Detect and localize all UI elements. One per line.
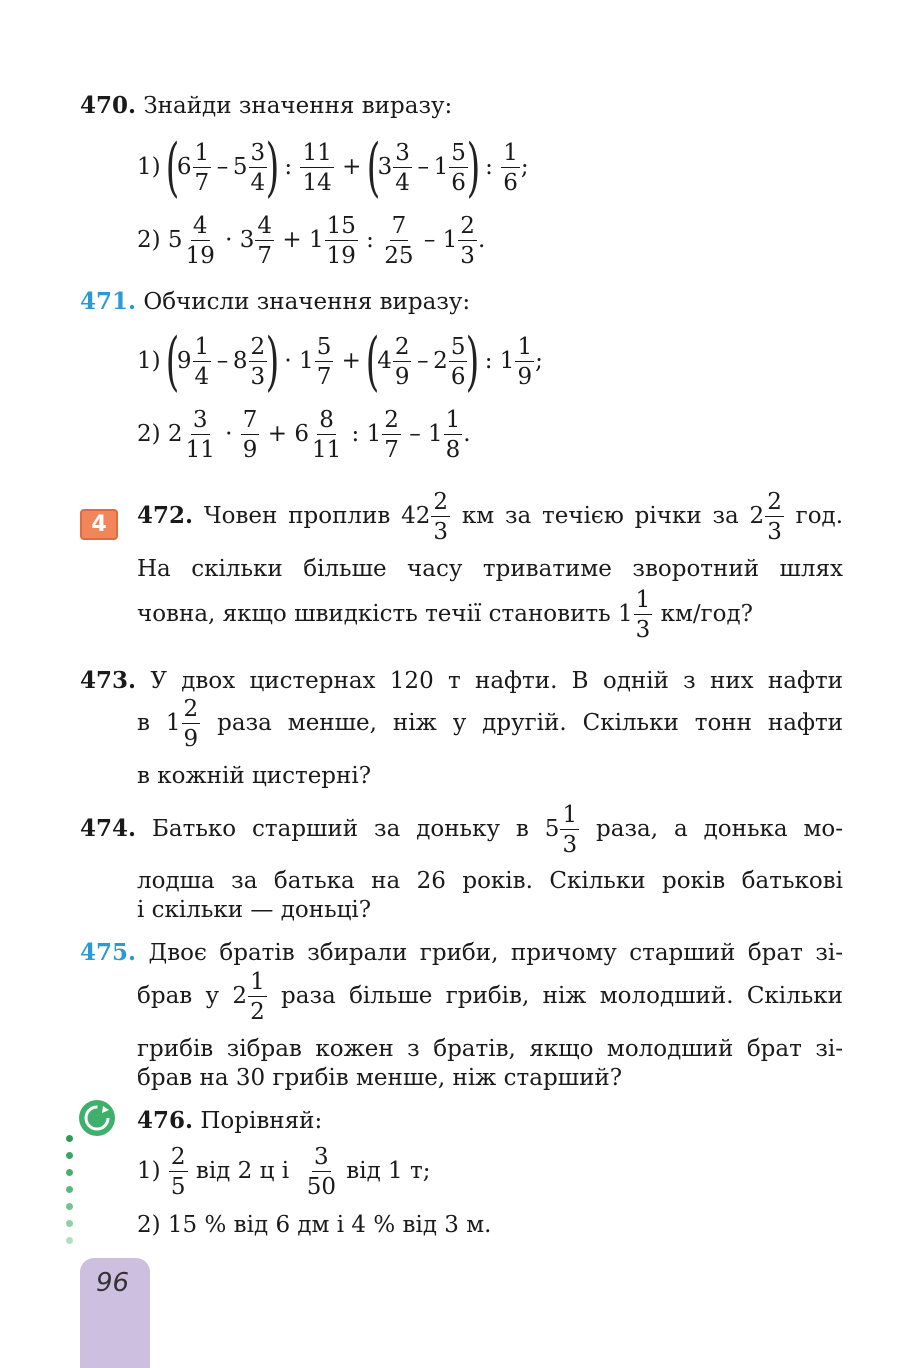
- exercise-471-heading: [80, 288, 470, 315]
- decor-dot: [66, 1152, 73, 1159]
- exercise-475-line2: брав у 2 $\frac{1}{2}$ раза більше грибів, ніж молодший. Скільки: [137, 969, 843, 1026]
- exercise-472-line3: човна, якщо швидкість течії становить 1 $\frac{1}{3}$ км/год?: [137, 587, 753, 644]
- exercise-475-line1: 475. Двоє братів збирали гриби, причому старший брат зі-: [80, 939, 843, 966]
- page-number: 96: [96, 1268, 130, 1298]
- expression-471-2: 2) 2 $\frac{3}{11}$ · $\frac{7}{9}$ + 6 $\frac{8}{11}$ : 1 $\frac{2}{7}$ – 1 $\frac{1}{8}$ .: [137, 407, 471, 464]
- exercise-473-line1: 473. У двох цистернах 120 т нафти. В одній з них нафти: [80, 667, 844, 694]
- decor-dot: [66, 1186, 73, 1193]
- exercise-text: Знайди значення виразу:: [143, 93, 453, 119]
- level-4-icon: 4: [80, 509, 118, 540]
- exercise-472-line2: На скільки більше часу триватиме зворотний шлях: [137, 556, 843, 582]
- exercise-475-line4: брав на 30 грибів менше, ніж старший?: [137, 1065, 623, 1091]
- exercise-476-heading: 476. Порівняй:: [137, 1107, 323, 1134]
- exercise-470-heading: [80, 92, 452, 119]
- expression-470-1: 1) (6 $\frac{1}{7}$ – 5 $\frac{3}{4}$ ) : $\frac{11}{14}$ + (3 $\frac{3}{4}$ – 1 $\frac{5}{6}$ ) : $\frac{1}{6}$ ;: [137, 131, 529, 205]
- decor-dot: [66, 1237, 73, 1244]
- exercise-474-line1: 474. Батько старший за доньку в 5 $\frac{1}{3}$ раза, а донька мо-: [80, 802, 844, 859]
- decor-dot: [66, 1169, 73, 1176]
- exercise-475-line3: грибів зібрав кожен з братів, якщо молодший брат зі-: [137, 1036, 843, 1062]
- exercise-473-line2: в 1 $\frac{2}{9}$ раза менше, ніж у другій. Скільки тонн нафти: [137, 696, 844, 753]
- exercise-476-item1: 1) $\frac{2}{5}$ від 2 ц і $\frac{3}{50}$ від 1 т;: [137, 1144, 431, 1201]
- exercise-number: 470.: [80, 92, 137, 119]
- expression-471-1: 1) (9 $\frac{1}{4}$ – 8 $\frac{2}{3}$ ) · 1 $\frac{5}{7}$ + (4 $\frac{2}{9}$ – 2 $\frac{5}{6}$ ) : 1 $\frac{1}{9}$ ;: [137, 325, 543, 399]
- decor-dot: [66, 1203, 73, 1210]
- exercise-number: 471.: [80, 288, 137, 315]
- decor-dot: [66, 1220, 73, 1227]
- exercise-473-line3: в кожній цистерні?: [137, 763, 372, 789]
- decor-dot: [66, 1135, 73, 1142]
- repeat-cycle-icon: [79, 1100, 115, 1136]
- exercise-476-item2: 2) 15 % від 6 дм і 4 % від 3 м.: [137, 1212, 492, 1238]
- exercise-472-line1: 472. Човен проплив 42 $\frac{2}{3}$ км за течією річки за 2 $\frac{2}{3}$ год.: [137, 489, 844, 546]
- expression-470-2: 2) 5 $\frac{4}{19}$ · 3 $\frac{4}{7}$ + 1 $\frac{15}{19}$ : $\frac{7}{25}$ – 1 $\frac{2}{3}$ .: [137, 213, 486, 270]
- exercise-474-line3: і скільки — доньці?: [137, 897, 372, 923]
- exercise-474-line2: лодша за батька на 26 років. Скільки років батькові: [137, 868, 843, 894]
- exercise-text: Обчисли значення виразу:: [143, 289, 471, 315]
